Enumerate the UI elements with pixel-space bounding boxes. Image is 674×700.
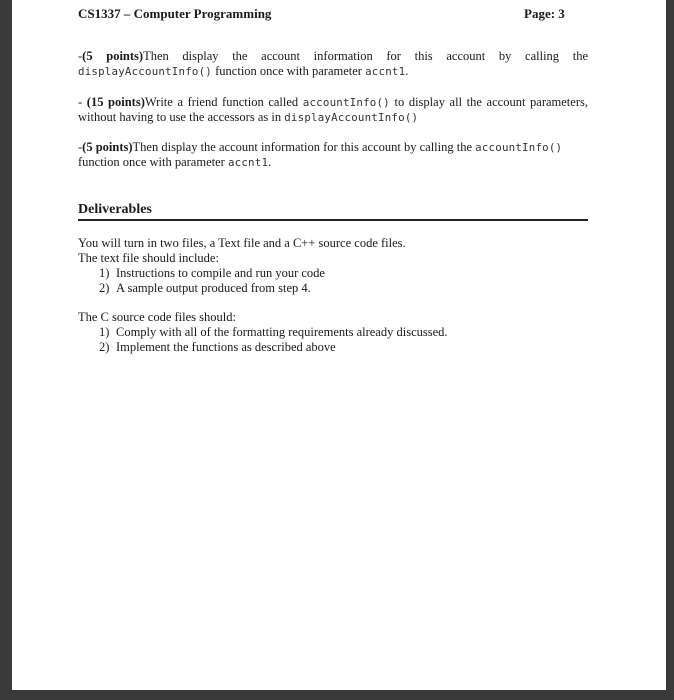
list-item: 2) A sample output produced from step 4.: [99, 281, 311, 295]
code-token: accnt1: [365, 65, 406, 78]
list-item: 2) Implement the functions as described above: [99, 340, 336, 354]
code-token: displayAccountInfo(): [284, 111, 419, 124]
task-paragraph: -(5 points)Then display the account information for this account by calling the accountInfo() function once with parameter accnt1.: [78, 140, 563, 169]
task-points: (5 points): [82, 49, 144, 63]
task-paragraph: -(5 points)Then display the account information for this account by calling the displayAccountInfo() function once with parameter accnt1.: [78, 49, 589, 78]
text-file-heading: The text file should include:: [78, 251, 219, 265]
task-points: (5 points): [82, 140, 133, 154]
deliverables-heading: Deliverables: [78, 202, 152, 217]
task-paragraph: - (15 points)Write a friend function called accountInfo() to display all the account parameters, without having to use the accessors as in displayAccountInfo(): [78, 95, 588, 124]
source-files-heading: The C source code files should:: [78, 310, 236, 324]
code-token: accountInfo(): [302, 96, 390, 109]
viewer-frame-left: [0, 0, 12, 700]
list-item: 1) Comply with all of the formatting requirements already discussed.: [99, 325, 448, 339]
list-item: 1) Instructions to compile and run your code: [99, 266, 325, 280]
viewer-frame-bottom: [0, 690, 674, 700]
page-number: Page: 3: [524, 6, 565, 21]
deliverables-intro: You will turn in two files, a Text file and a C++ source code files.: [78, 236, 406, 250]
code-token: accnt1: [227, 156, 269, 169]
course-title: CS1337 – Computer Programming: [78, 6, 272, 21]
task-points: (15 points): [86, 95, 145, 109]
section-divider: [78, 219, 588, 221]
code-token: displayAccountInfo(): [78, 65, 213, 78]
code-token: accountInfo(): [475, 141, 563, 154]
viewer-frame-right: [666, 0, 674, 700]
